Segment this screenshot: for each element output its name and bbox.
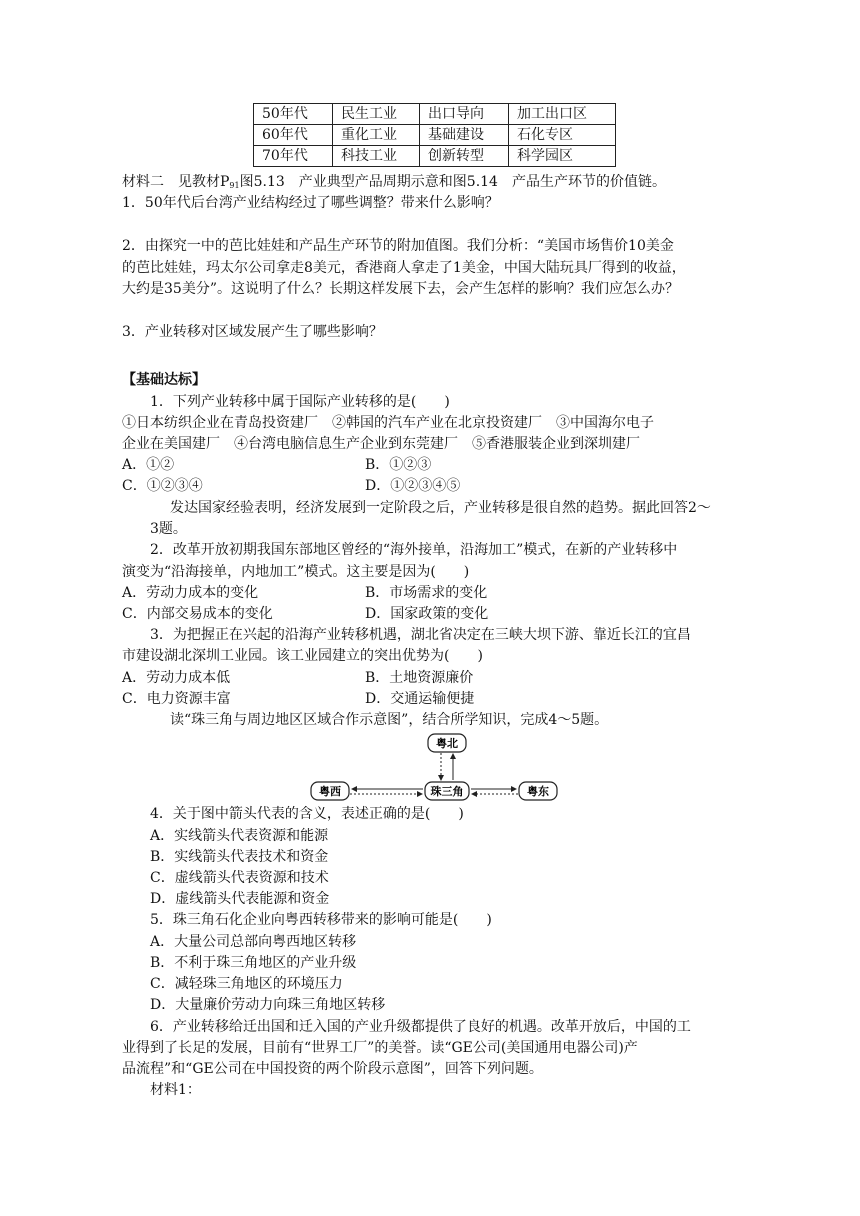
node-north-label: 粤北 bbox=[436, 737, 458, 750]
option-c: C．减轻珠三角地区的环境压力 bbox=[150, 976, 343, 992]
option-d: D．交通运输便捷 bbox=[365, 691, 475, 707]
option-c: C．电力资源丰富 bbox=[122, 691, 231, 707]
intro-4-5: 读“珠三角与周边地区区域合作示意图”，结合所学知识，完成4～5题。 bbox=[170, 712, 609, 728]
option-b: B．实线箭头代表技术和资金 bbox=[150, 849, 329, 865]
table-cell: 民生工业 bbox=[333, 104, 420, 125]
section-title: 【基础达标】 bbox=[122, 372, 206, 388]
node-west-label: 粤西 bbox=[319, 785, 341, 798]
intro-2-3-line-2: 3题。 bbox=[150, 521, 187, 537]
node-north bbox=[428, 734, 466, 752]
exercise-6-line-2: 业得到了长足的发展，目前有“世界工厂”的美誉。读“GE公司(美国通用电器公司)产 bbox=[122, 1040, 638, 1056]
table-cell: 50年代 bbox=[254, 104, 333, 125]
table-cell: 科技工业 bbox=[333, 146, 420, 167]
table-cell: 科学园区 bbox=[509, 146, 616, 167]
option-a: A．①② bbox=[122, 457, 175, 473]
option-c: C．①②③④ bbox=[122, 478, 203, 494]
option-d: D．虚线箭头代表能源和资金 bbox=[150, 891, 330, 907]
table-cell: 石化专区 bbox=[509, 125, 616, 146]
exercise-6-line-1: 6．产业转移给迁出国和迁入国的产业升级都提供了良好的机遇。改革开放后，中国的工 bbox=[150, 1019, 691, 1035]
option-a: A．劳动力成本低 bbox=[122, 670, 231, 686]
table-cell: 创新转型 bbox=[420, 146, 509, 167]
material-1-label: 材料1： bbox=[150, 1082, 201, 1098]
option-b: B．①②③ bbox=[365, 457, 432, 473]
question-2-line-1: 2．由探究一中的芭比娃娃和产品生产环节的附加值图。我们分析：“美国市场售价10美金 bbox=[122, 238, 674, 254]
option-a: A．劳动力成本的变化 bbox=[122, 585, 259, 601]
exercise-4: 4．关于图中箭头代表的含义，表述正确的是( ) bbox=[150, 806, 464, 822]
option-a: A．实线箭头代表资源和能源 bbox=[150, 828, 329, 844]
exercise-6-line-3: 品流程”和“GE公司在中国投资的两个阶段示意图”，回答下列问题。 bbox=[122, 1061, 543, 1077]
option-c: C．内部交易成本的变化 bbox=[122, 606, 273, 622]
option-a: A．大量公司总部向粤西地区转移 bbox=[150, 934, 357, 950]
exercise-3-line-2: 市建设湖北深圳工业园。该工业园建立的突出优势为( ) bbox=[122, 648, 483, 664]
table-cell: 加工出口区 bbox=[509, 104, 616, 125]
table-cell: 出口导向 bbox=[420, 104, 509, 125]
node-east-label: 粤东 bbox=[527, 785, 549, 798]
option-d: D．①②③④⑤ bbox=[365, 478, 461, 494]
material-2-suffix: 图5.13 产业典型产品周期示意和图5.14 产品生产环节的价值链。 bbox=[239, 174, 666, 190]
option-d: D．国家政策的变化 bbox=[365, 606, 489, 622]
node-west bbox=[311, 782, 349, 800]
industry-table bbox=[253, 103, 616, 167]
table-row bbox=[254, 146, 616, 167]
material-2-prefix: 材料二 见教材P bbox=[122, 174, 230, 190]
table-cell: 重化工业 bbox=[333, 125, 420, 146]
intro-2-3-line-1: 发达国家经验表明，经济发展到一定阶段之后，产业转移是很自然的趋势。据此回答2～ bbox=[170, 500, 711, 516]
table-row bbox=[254, 104, 616, 125]
question-2-line-2: 的芭比娃娃，玛太尔公司拿走8美元，香港商人拿走了1美金，中国大陆玩具厂得到的收益， bbox=[122, 260, 686, 276]
exercise-5: 5．珠三角石化企业向粤西转移带来的影响可能是( ) bbox=[150, 912, 492, 928]
table-cell: 基础建设 bbox=[420, 125, 509, 146]
table-cell: 60年代 bbox=[254, 125, 333, 146]
page-subscript: 91 bbox=[229, 181, 240, 190]
node-center bbox=[425, 782, 469, 800]
exercise-1-options-line-2: 企业在美国建厂 ④台湾电脑信息生产企业到东莞建厂 ⑤香港服装企业到深圳建厂 bbox=[122, 436, 640, 452]
region-cooperation-diagram bbox=[310, 732, 560, 802]
question-2-line-3: 大约是35美分”。这说明了什么？长期这样发展下去，会产生怎样的影响？我们应怎么办？ bbox=[122, 281, 679, 297]
option-b: B．土地资源廉价 bbox=[365, 670, 474, 686]
exercise-2-line-2: 演变为“沿海接单，内地加工”模式。这主要是因为( ) bbox=[122, 564, 470, 580]
exercise-1: 1．下列产业转移中属于国际产业转移的是( ) bbox=[150, 394, 450, 410]
option-c: C．虚线箭头代表资源和技术 bbox=[150, 870, 329, 886]
table-row bbox=[254, 125, 616, 146]
exercise-3-line-1: 3．为把握正在兴起的沿海产业转移机遇，湖北省决定在三峡大坝下游、靠近长江的宜昌 bbox=[150, 627, 691, 643]
node-center-label: 珠三角 bbox=[430, 785, 464, 798]
table-cell: 70年代 bbox=[254, 146, 333, 167]
exercise-2-line-1: 2．改革开放初期我国东部地区曾经的“海外接单，沿海加工”模式，在新的产业转移中 bbox=[150, 542, 678, 558]
exercise-1-options-line-1: ①日本纺织企业在青岛投资建厂 ②韩国的汽车产业在北京投资建厂 ③中国海尔电子 bbox=[122, 415, 654, 431]
option-b: B．市场需求的变化 bbox=[365, 585, 488, 601]
option-b: B．不利于珠三角地区的产业升级 bbox=[150, 955, 357, 971]
option-d: D．大量廉价劳动力向珠三角地区转移 bbox=[150, 997, 386, 1013]
node-east bbox=[519, 782, 557, 800]
question-3: 3．产业转移对区域发展产生了哪些影响？ bbox=[122, 324, 383, 340]
question-1: 1．50年代后台湾产业结构经过了哪些调整？带来什么影响？ bbox=[122, 195, 499, 211]
